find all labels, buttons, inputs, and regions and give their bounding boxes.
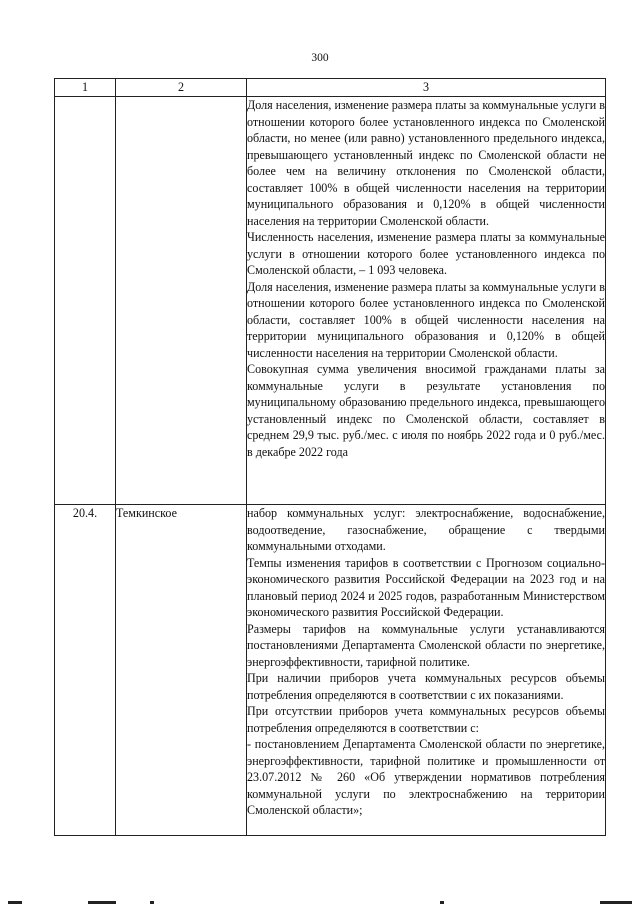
scan-mark (600, 901, 632, 904)
paragraph: - постановлением Департамента Смоленской области по энергетике, энергоэффективности, тарифной политике и промышленности от 23.07.2012 № 260 «Об утверждении нормативов потребления коммунальной услуги по электроснабжению на территории Смоленской области»; (247, 737, 605, 817)
description-cell (247, 97, 606, 505)
column-header-3: 3 (247, 79, 606, 97)
paragraph: Темпы изменения тарифов в соответствии с Прогнозом социально-экономического развития Российской Федерации на 2023 год и на плановый период 2024 и 2025 годов, разработанным Министерством экономического развития Российской Федерации. (247, 555, 605, 619)
scan-mark (8, 901, 22, 904)
description-cell (247, 505, 606, 836)
paragraph: набор коммунальных услуг: электроснабжение, водоснабжение, водоотведение, газоснабжение, обращение с твердыми коммунальными отходами. (247, 506, 605, 553)
municipality-name-cell: Темкинское (116, 505, 247, 836)
row-number-cell (55, 97, 116, 505)
paragraph: При отсутствии приборов учета коммунальных ресурсов объемы потребления определяются в соответствии с: (247, 704, 605, 735)
table-row (55, 505, 606, 836)
paragraph: Совокупная сумма увеличения вносимой гражданами платы за коммунальные услуги в результате установления по муниципальному образованию предельного индекса, превышающего установленный индекс по Смоленской области, составляет в среднем 29,9 тыс. руб./мес. с июля по ноябрь 2022 года и 0 руб./мес. в декабре 2022 года (247, 362, 605, 459)
paragraph: Численность населения, изменение размера платы за коммунальные услуги в отношении которого более установленного индекса по Смоленской области, – 1 093 человека. (247, 230, 605, 277)
paragraph: Доля населения, изменение размера платы за коммунальные услуги в отношении которого более установленного индекса по Смоленской области, но менее (или равно) установленного предельного индекса, превышающего установленный индекс по Смоленской области не более чем на величину отклонения по Смоленской области, составляет 100% в общей численности населения на территории муниципального образования и 0,120% в общей численности населения на территории Смоленской области. (247, 98, 605, 228)
municipality-name-cell (116, 97, 247, 505)
scan-mark (150, 901, 154, 904)
scan-edge-marks (0, 899, 640, 905)
page-number: 300 (311, 52, 329, 64)
paragraph: При наличии приборов учета коммунальных ресурсов объемы потребления определяются в соответствии с их показаниями. (247, 671, 605, 702)
document-table (54, 78, 606, 836)
scan-mark (440, 901, 444, 904)
column-header-2: 2 (116, 79, 247, 97)
scan-mark (88, 901, 116, 904)
row-number-cell: 20.4. (55, 505, 116, 836)
table-header-row (55, 79, 606, 97)
paragraph: Размеры тарифов на коммунальные услуги устанавливаются постановлениями Департамента Смоленской области по энергетике, энергоэффективности, тарифной политике. (247, 621, 605, 669)
column-header-1: 1 (55, 79, 116, 97)
paragraph: Доля населения, изменение размера платы за коммунальные услуги в отношении которого более установленного индекса по Смоленской области, составляет 100% в общей численности населения на территории муниципального образования и 0,120% в общей численности населения на территории Смоленской области. (247, 279, 605, 360)
table-row (55, 97, 606, 505)
